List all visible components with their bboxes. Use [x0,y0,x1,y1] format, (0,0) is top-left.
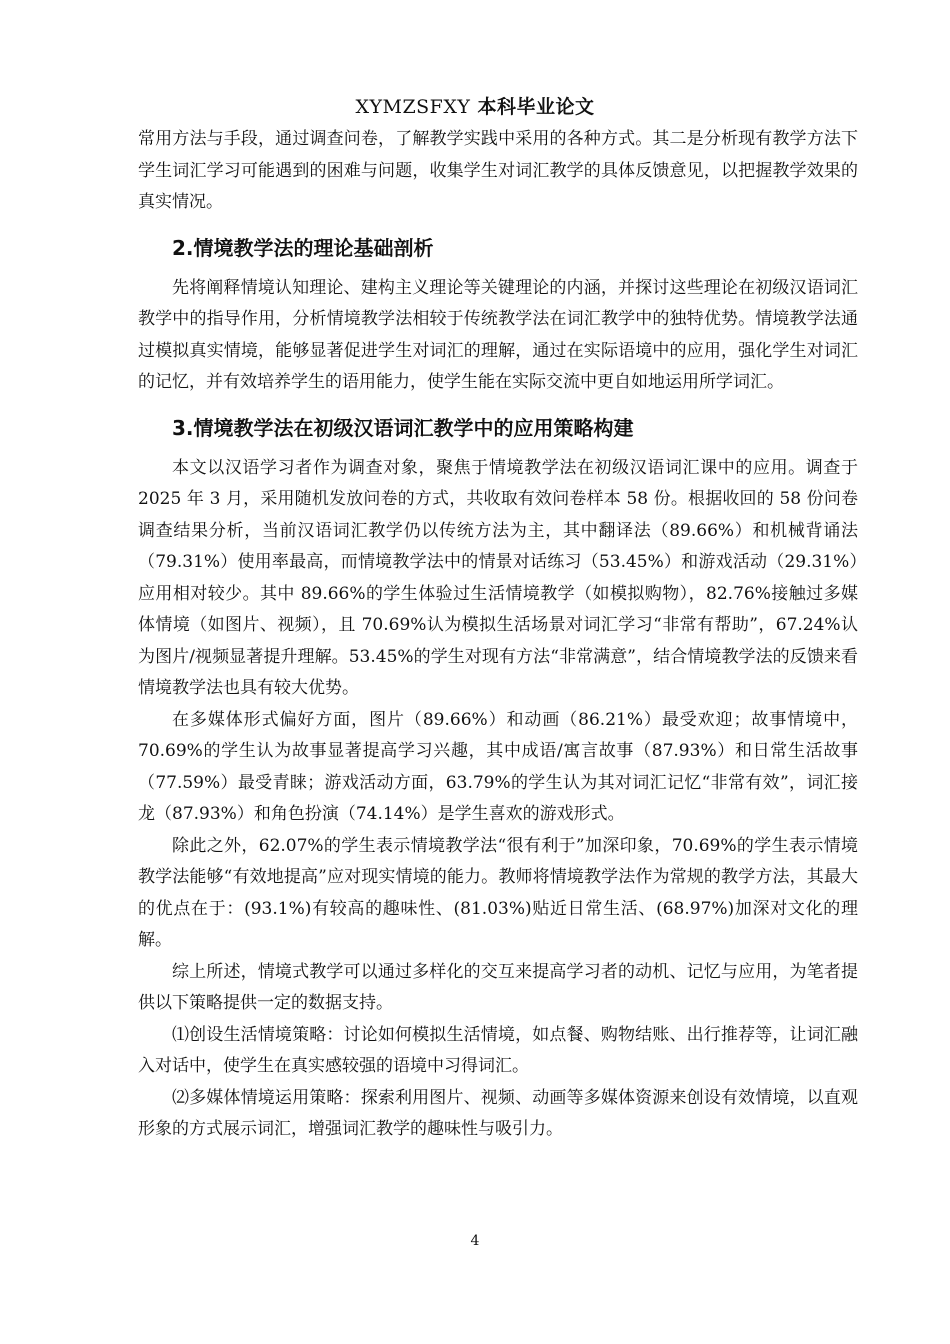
paragraph-multimedia: 在多媒体形式偏好方面，图片（89.66%）和动画（86.21%）最受欢迎；故事情境中，70.69%的学生认为故事显著提高学习兴趣，其中成语/寓言故事（87.93%）和日常生活故事（77.59%）最受青睐；游戏活动方面，63.79%的学生认为其对词汇记忆“非常有效”，词汇接龙（87.93%）和角色扮演（74.14%）是学生喜欢的游戏形式。 [138,709,858,824]
paragraph-theory: 先将阐释情境认知理论、建构主义理论等关键理论的内涵，并探讨这些理论在初级汉语词汇教学中的指导作用，分析情境教学法相较于传统教学法在词汇教学中的独特优势。情境教学法通过模拟真实情境，能够显著促进学生对词汇的理解，通过在实际语境中的应用，强化学生对词汇的记忆，并有效培养学生的语用能力，使学生能在实际交流中更自如地运用所学词汇。 [138,277,858,392]
section-heading-2: 2.情境教学法的理论基础剖析 [172,235,434,260]
page-number: 4 [470,1233,480,1249]
paragraph-strategy-2: ⑵多媒体情境运用策略：探索利用图片、视频、动画等多媒体资源来创设有效情境，以直观形象的方式展示词汇，增强词汇教学的趣味性与吸引力。 [138,1087,858,1139]
page-header [0,92,950,119]
section-heading-3: 3.情境教学法在初级汉语词汇教学中的应用策略构建 [172,415,634,440]
paragraph-survey: 本文以汉语学习者作为调查对象，聚焦于情境教学法在初级汉语词汇课中的应用。调查于 2025 年 3 月，采用随机发放问卷的方式，共收取有效问卷样本 58 份。根据收回的 58 份问卷调查结果分析，当前汉语词汇教学仍以传统方法为主，其中翻译法（89.66%）和机械背诵法（79.31%）使用率最高，而情境教学法中的情景对话练习（53.45%）和游戏活动（29.31%）应用相对较少。其中 89.66%的学生体验过生活情境教学（如模拟购物），82.76%接触过多媒体情境（如图片、视频），且 70.69%认为模拟生活场景对词汇学习“非常有帮助”，67.24%认为图片/视频显著提升理解。53.45%的学生对现有方法“非常满意”，结合情境教学法的反馈来看情境教学法也具有较大优势。 [138,457,858,698]
body-text [138,124,858,1146]
paragraph-continued: 常用方法与手段，通过调查问卷，了解教学实践中采用的各种方式。其二是分析现有教学方法下学生词汇学习可能遇到的困难与问题，收集学生对词汇教学的具体反馈意见，以把握教学效果的真实情况。 [138,129,858,212]
paragraph-benefits: 除此之外，62.07%的学生表示情境教学法“很有利于”加深印象，70.69%的学生表示情境教学法能够“有效地提高”应对现实情境的能力。教师将情境教学法作为常规的教学方法，其最大的优点在于：(93.1%)有较高的趣味性、(81.03%)贴近日常生活、(68.97%)加深对文化的理解。 [138,835,858,950]
header-title: 本科毕业论文 [470,96,595,118]
header-code: XYMZSFXY [355,96,471,118]
paragraph-strategy-1: ⑴创设生活情境策略：讨论如何模拟生活情境，如点餐、购物结账、出行推荐等，让词汇融入对话中，使学生在真实感较强的语境中习得词汇。 [138,1024,858,1076]
paragraph-summary: 综上所述，情境式教学可以通过多样化的交互来提高学习者的动机、记忆与应用，为笔者提供以下策略提供一定的数据支持。 [138,961,858,1013]
